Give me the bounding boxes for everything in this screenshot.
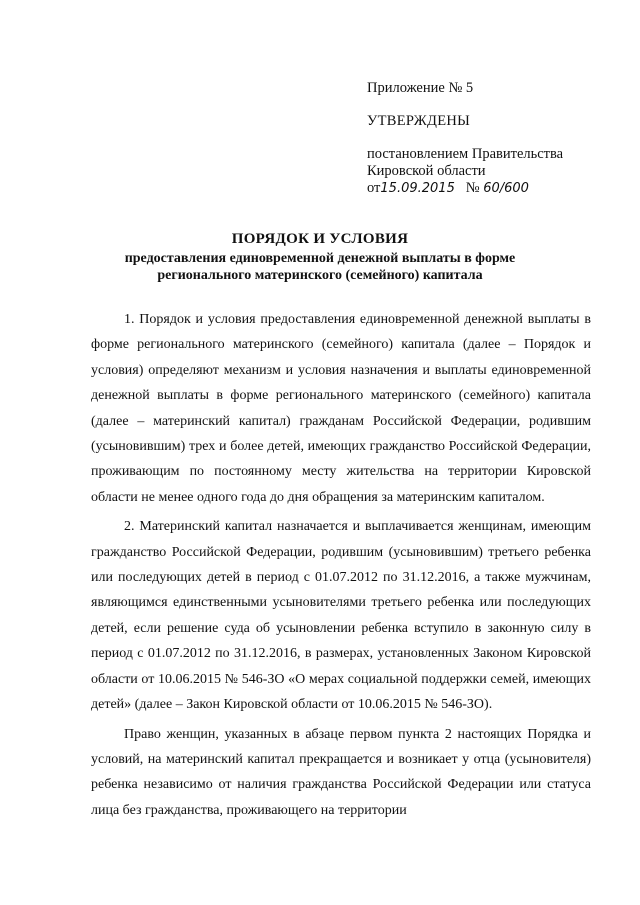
number-prefix: № (465, 180, 480, 196)
handwritten-number: 60/600 (483, 181, 529, 196)
resolution-line-1: постановлением Правительства (367, 146, 564, 162)
appendix-label: Приложение № 5 (367, 80, 474, 96)
resolution-block (367, 146, 617, 180)
paragraph-1: 1. Порядок и условия предоставления единовременной денежной выплаты в форме регионального материнского (семейного) капитала (далее – Порядок и условия) определяют механизм и условия назначения и выплаты единовременной денежной выплаты в форме регионального материнского (семейного) капитала (далее – материнский капитал) гражданам Российской Федерации, родившим (усыновившим) трех и более детей, имеющих гражданство Российской Федерации, проживающим по постоянному месту жительства на территории Кировской области не менее одного года до дня обращения за материнским капиталом. (91, 312, 591, 505)
approved-label: УТВЕРЖДЕНЫ (367, 113, 471, 129)
resolution-date-number (367, 180, 529, 197)
resolution-line-2: Кировской области (367, 163, 486, 179)
subtitle-line-2: регионального материнского (семейного) капитала (157, 268, 483, 283)
document-title: ПОРЯДОК И УСЛОВИЯ (231, 231, 409, 247)
subtitle-line-1: предоставления единовременной денежной выплаты в форме (124, 251, 516, 266)
handwritten-date: 15.09.2015 (380, 181, 455, 196)
paragraph-2: 2. Материнский капитал назначается и выплачивается женщинам, имеющим гражданство Российской Федерации, родившим (усыновившим) третьего ребенка или последующих детей в период с 01.07.2012 по 31.12.2016, а также мужчинам, являющимся единственными усыновителями третьего ребенка или последующих детей, если решение суда об усыновлении ребенка вступило в законную силу в период с 01.07.2012 по 31.12.2016, в размерах, установленных Законом Кировской области от 10.06.2015 № 546-ЗО «О мерах социальной поддержки семей, имеющих детей» (далее – Закон Кировской области от 10.06.2015 № 546-ЗО). (91, 519, 591, 713)
paragraph-3: Право женщин, указанных в абзаце первом пункта 2 настоящих Порядка и условий, на материнский капитал прекращается и возникает у отца (усыновителя) ребенка независимо от наличия гражданства Российской Федерации или статуса лица без гражданства, проживающего на территории (91, 726, 591, 818)
document-body (91, 307, 591, 827)
date-prefix: от (367, 180, 381, 196)
document-subtitle (60, 250, 580, 284)
